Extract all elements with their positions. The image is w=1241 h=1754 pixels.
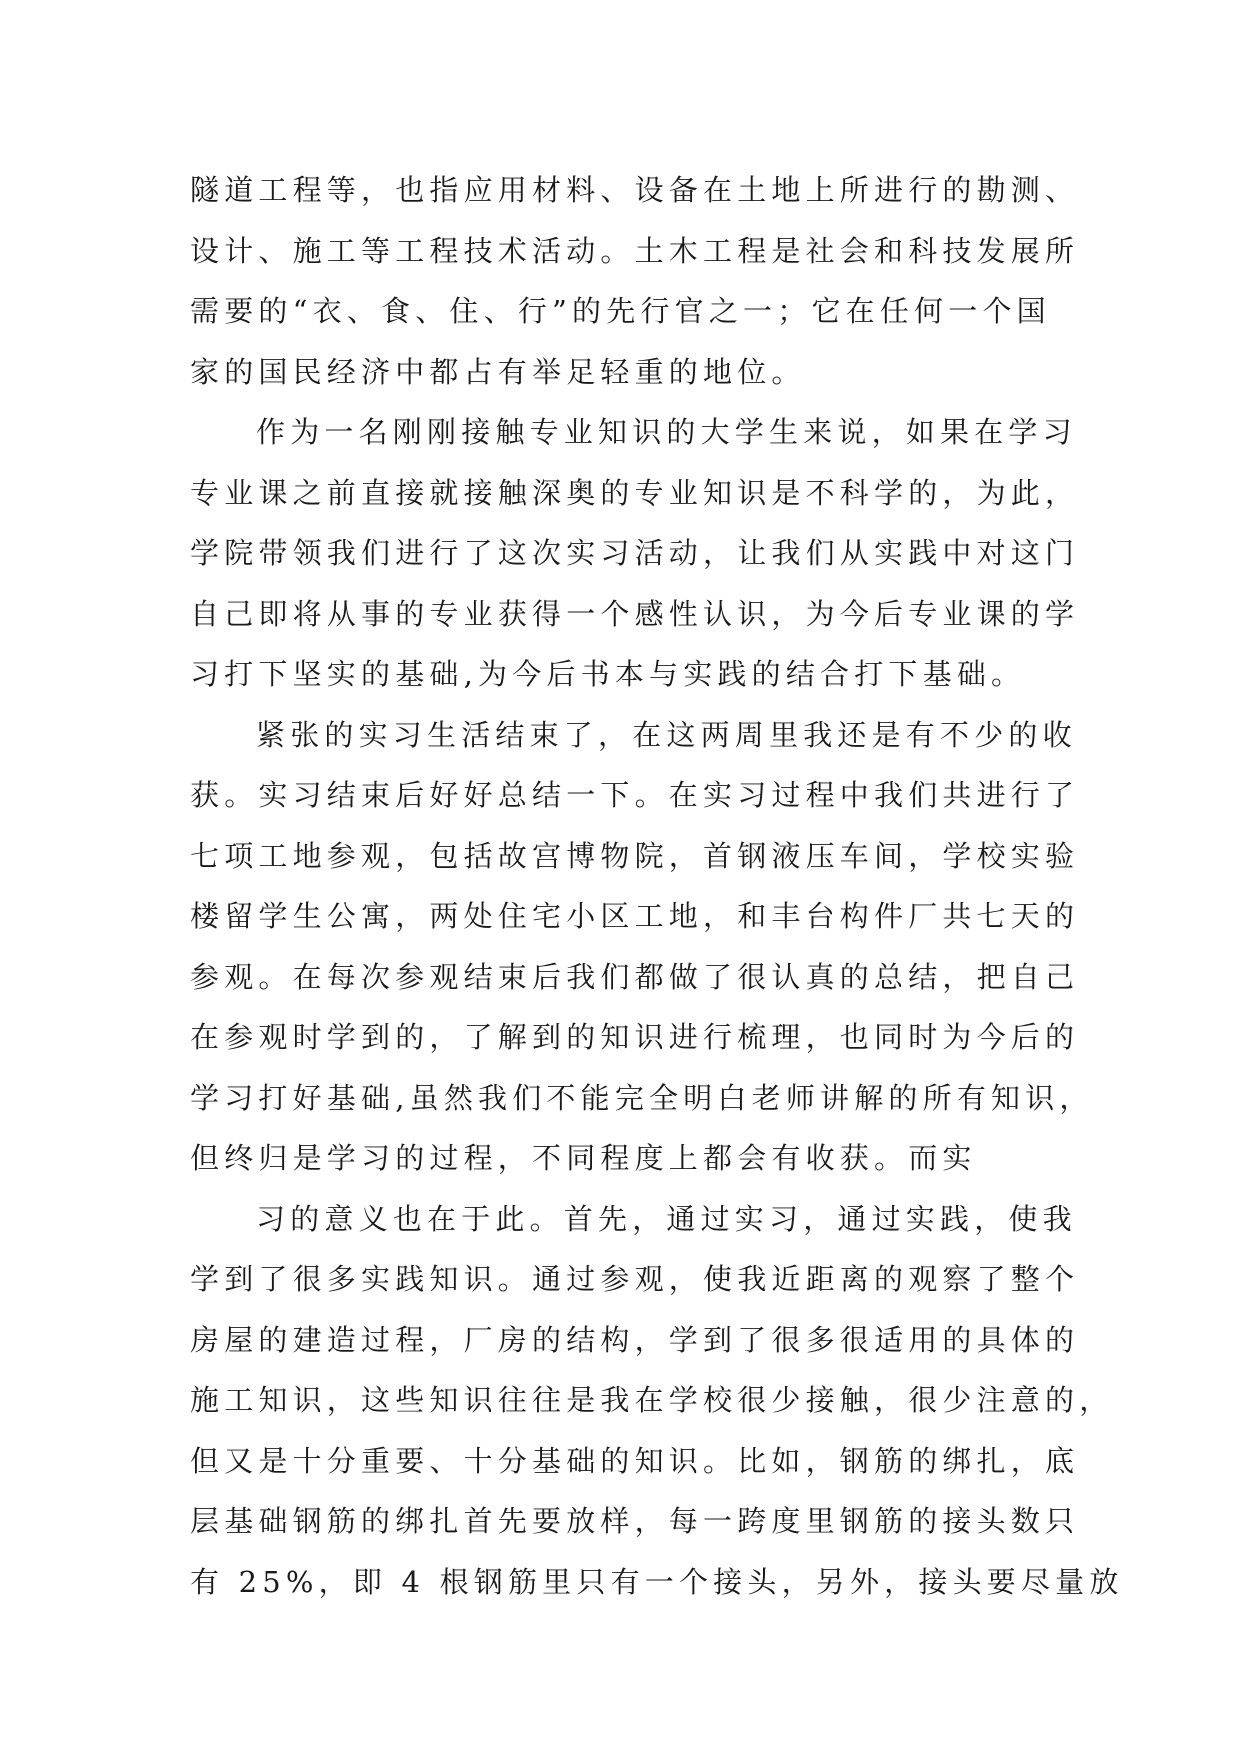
text-line: 家的国民经济中都占有举足轻重的地位。	[190, 354, 806, 389]
text-line: 需要的“衣、食、住、行”的先行官之一；它在任何一个国	[190, 294, 1051, 328]
paragraph-first-line: 作为一名刚刚接触专业知识的大学生来说，如果在学习	[256, 415, 1077, 449]
text-line: 隧道工程等，也指应用材料、设备在土地上所进行的勘测、	[190, 173, 1080, 207]
text-line: 在参观时学到的，了解到的知识进行梳理，也同时为今后的	[190, 1020, 1080, 1054]
body-text	[190, 160, 1124, 1612]
text-line: 获。实习结束后好好总结一下。在实习过程中我们共进行了	[190, 778, 1080, 812]
paragraph-first-line: 紧张的实习生活结束了，在这两周里我还是有不少的收	[256, 717, 1077, 752]
text-line: 习打下坚实的基础,为今后书本与实践的结合打下基础。	[190, 657, 1026, 691]
text-line: 学到了很多实践知识。通过参观，使我近距离的观察了整个	[190, 1262, 1080, 1296]
text-line: 设计、施工等工程技术活动。土木工程是社会和科技发展所	[190, 233, 1080, 268]
text-line: 学习打好基础,虽然我们不能完全明白老师讲解的所有知识，	[190, 1080, 1094, 1115]
text-line: 学院带领我们进行了这次实习活动，让我们从实践中对这门	[190, 536, 1080, 570]
text-line: 房屋的建造过程，厂房的结构，学到了很多很适用的具体的	[190, 1322, 1080, 1357]
paragraph-first-line: 习的意义也在于此。首先，通过实习，通过实践，使我	[256, 1201, 1077, 1236]
text-line: 七项工地参观，包括故宫博物院，首钢液压车间，学校实验	[190, 838, 1080, 873]
text-line: 楼留学生公寓，两处住宅小区工地，和丰台构件厂共七天的	[190, 899, 1080, 933]
text-line: 但又是十分重要、十分基础的知识。比如，钢筋的绑扎，底	[190, 1443, 1080, 1478]
text-line: 自己即将从事的专业获得一个感性认识，为今后专业课的学	[190, 596, 1080, 631]
text-line: 专业课之前直接就接触深奥的专业知识是不科学的，为此，	[190, 475, 1080, 510]
text-line: 但终归是学习的过程，不同程度上都会有收获。而实	[190, 1141, 977, 1175]
text-line: 参观。在每次参观结束后我们都做了很认真的总结，把自己	[190, 959, 1080, 994]
text-line: 层基础钢筋的绑扎首先要放样，每一跨度里钢筋的接头数只	[190, 1504, 1080, 1538]
text-line: 有 25%，即 4 根钢筋里只有一个接头，另外，接头要尽量放	[190, 1564, 1124, 1599]
text-line: 施工知识，这些知识往往是我在学校很少接触，很少注意的，	[190, 1383, 1114, 1417]
